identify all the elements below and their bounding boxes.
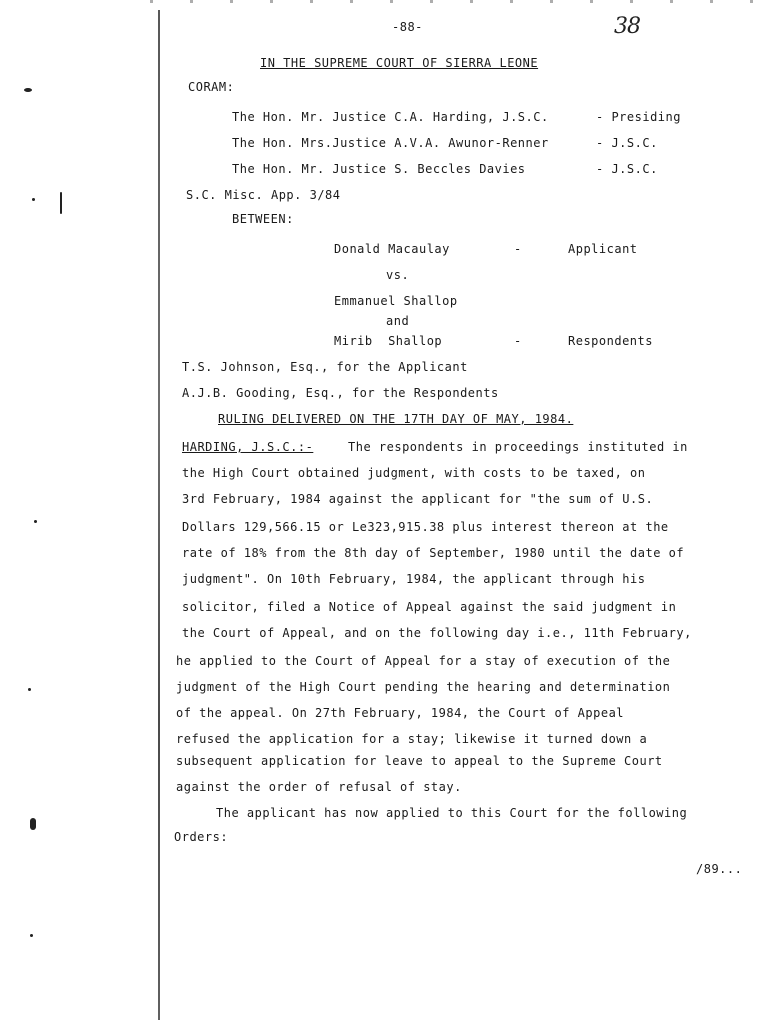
body-line: judgment". On 10th February, 1984, the applicant through his (182, 572, 646, 586)
page-number: -88- (392, 20, 423, 34)
judge-name: The Hon. Mrs.Justice A.V.A. Awunor-Renner (232, 136, 549, 150)
body-line: he applied to the Court of Appeal for a stay of execution of the (176, 654, 671, 668)
body-line: 3rd February, 1984 against the applicant for "the sum of U.S. (182, 492, 654, 506)
scan-speck (30, 934, 33, 937)
between-label: BETWEEN: (232, 212, 294, 226)
scan-speck (24, 88, 32, 92)
scan-speck (30, 818, 36, 830)
body-line: subsequent application for leave to appeal to the Supreme Court (176, 754, 663, 768)
margin-line (158, 10, 160, 1020)
handwritten-page-mark: 38 (614, 14, 640, 39)
body-line: Dollars 129,566.15 or Le323,915.38 plus interest thereon at the (182, 520, 669, 534)
body-line: rate of 18% from the 8th day of September, 1980 until the date of (182, 546, 685, 560)
versus: vs. (386, 268, 410, 282)
body-line: judgment of the High Court pending the hearing and determination (176, 680, 671, 694)
body-line: of the appeal. On 27th February, 1984, the Court of Appeal (176, 706, 625, 720)
body-line: the Court of Appeal, and on the following day i.e., 11th February, (182, 626, 692, 640)
body-line: the High Court obtained judgment, with costs to be taxed, on (182, 466, 646, 480)
and-conjunction: and (386, 314, 410, 328)
judge-name: The Hon. Mr. Justice C.A. Harding, J.S.C. (232, 110, 549, 124)
judge-role: - J.S.C. (596, 162, 658, 176)
counsel-line: A.J.B. Gooding, Esq., for the Respondents (182, 386, 499, 400)
body-line: refused the application for a stay; likewise it turned down a (176, 732, 648, 746)
applicant-role: Applicant (568, 242, 638, 256)
body-line: The applicant has now applied to this Court for the following (216, 806, 688, 820)
respondent-dash: - (514, 334, 522, 348)
body-line: solicitor, filed a Notice of Appeal against the said judgment in (182, 600, 677, 614)
body-line: against the order of refusal of stay. (176, 780, 462, 794)
scan-speck (32, 198, 35, 201)
applicant-dash: - (514, 242, 522, 256)
respondent-name: Emmanuel Shallop (334, 294, 458, 308)
body-line: Orders: (174, 830, 229, 844)
case-number: S.C. Misc. App. 3/84 (186, 188, 341, 202)
judge-role: - Presiding (596, 110, 681, 124)
coram-label: CORAM: (188, 80, 235, 94)
continuation-marker: /89... (696, 862, 743, 876)
counsel-line: T.S. Johnson, Esq., for the Applicant (182, 360, 468, 374)
ruling-heading: RULING DELIVERED ON THE 17TH DAY OF MAY, 1984. (218, 412, 574, 426)
top-edge-marks (150, 0, 768, 3)
scan-speck (28, 688, 31, 691)
judge-heading: HARDING, J.S.C.:- (182, 440, 314, 454)
body-line: The respondents in proceedings instituted in (348, 440, 688, 454)
judge-name: The Hon. Mr. Justice S. Beccles Davies (232, 162, 526, 176)
respondent-name: Mirib Shallop (334, 334, 443, 348)
scan-speck (60, 192, 62, 214)
applicant-name: Donald Macaulay (334, 242, 450, 256)
respondent-role: Respondents (568, 334, 653, 348)
judge-role: - J.S.C. (596, 136, 658, 150)
court-title: IN THE SUPREME COURT OF SIERRA LEONE (260, 56, 539, 70)
scan-speck (34, 520, 37, 523)
